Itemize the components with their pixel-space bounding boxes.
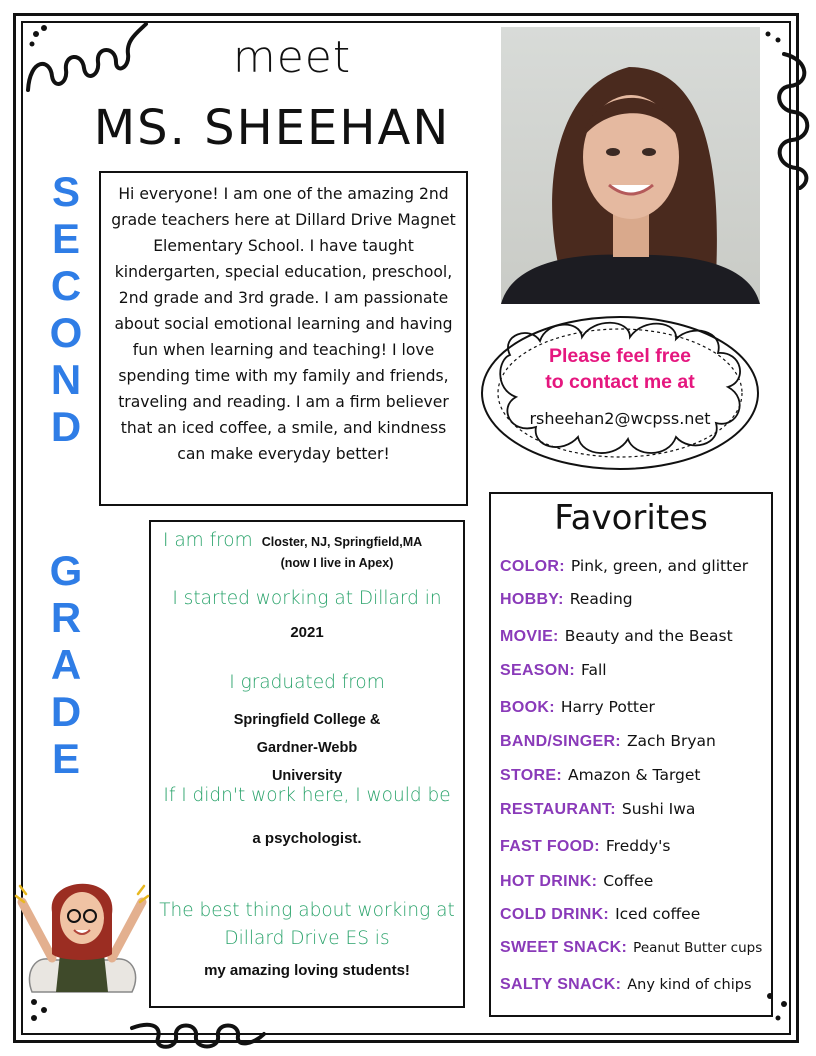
favorite-label: SWEET SNACK: — [500, 939, 628, 956]
bio-text: Hi everyone! I am one of the amazing 2nd grade teachers here at Dillard Drive Magnet Elementary School. I have taught kindergarten, special education, preschool, 2nd grade and 3rd grade. I am passionate about social emotional learning and having fun when learning and teaching! I love spending time with my family and friends, traveling and reading. I am a firm believer that an iced coffee, a smile, and kindness can make everyday better! — [111, 185, 456, 463]
swirl-doodle-right — [770, 50, 816, 190]
favorite-row-hobby — [500, 589, 772, 609]
graduated-value-3: University — [271, 768, 343, 784]
favorite-row-fast-food — [500, 836, 772, 856]
letter: R — [50, 594, 82, 641]
from-note: (now I live in Apex) — [280, 556, 394, 570]
graduated-value-1: Springfield College & — [233, 712, 381, 728]
favorite-label: HOBBY: — [500, 591, 564, 608]
favorite-label: FAST FOOD: — [500, 838, 600, 855]
favorite-row-book — [500, 697, 772, 717]
favorite-value: Coffee — [603, 872, 654, 890]
from-row — [163, 530, 463, 551]
favorite-label: SEASON: — [500, 662, 575, 679]
swirl-doodle-top-left — [20, 18, 150, 98]
letter: D — [50, 688, 82, 735]
started-value: 2021 — [290, 624, 324, 641]
favorite-row-movie — [500, 626, 772, 646]
swirl-doodle-bottom — [128, 1008, 268, 1052]
letter: N — [50, 356, 82, 403]
favorite-row-band-singer — [500, 731, 772, 751]
letter: O — [49, 309, 83, 356]
favorite-label: MOVIE: — [500, 628, 559, 645]
favorite-row-season — [500, 660, 772, 680]
favorite-value: Sushi Iwa — [621, 800, 696, 818]
favorites-title: Favorites — [554, 498, 708, 538]
favorite-label: STORE: — [500, 767, 562, 784]
teacher-avatar — [12, 862, 152, 1002]
graduated-label: I graduated from — [229, 672, 385, 693]
favorite-value: Reading — [569, 590, 633, 608]
contact-line-2: to contact me at — [545, 371, 695, 393]
letter: C — [50, 262, 82, 309]
scalloped-bubble-shape — [470, 305, 770, 485]
contact-email[interactable]: rsheehan2@wcpss.net — [529, 409, 711, 428]
teacher-photo — [501, 27, 760, 304]
favorite-value: Beauty and the Beast — [564, 627, 733, 645]
meet-heading: meet — [232, 32, 352, 83]
favorite-value: Zach Bryan — [626, 732, 716, 750]
other-job-label: If I didn't work here, I would be — [163, 785, 451, 806]
favorite-value: Freddy's — [605, 837, 671, 855]
favorite-label: COLD DRINK: — [500, 906, 610, 923]
letter: D — [50, 403, 82, 450]
grade-vertical-word — [38, 547, 94, 782]
favorite-row-cold-drink — [500, 904, 772, 924]
favorite-value: Fall — [581, 661, 607, 679]
dots-top-right — [762, 28, 786, 52]
best-thing-label-2: Dillard Drive ES is — [224, 928, 390, 949]
bio-box — [99, 171, 468, 506]
from-label: I am from — [163, 530, 253, 551]
best-thing-label-1: The best thing about working at — [159, 900, 455, 921]
favorites-box — [489, 492, 773, 1017]
favorite-label: COLOR: — [500, 558, 565, 575]
favorite-row-restaurant — [500, 799, 772, 819]
teacher-name-heading: MS. SHEEHAN — [93, 100, 451, 156]
second-vertical-word — [38, 168, 94, 450]
letter: E — [51, 215, 80, 262]
contact-bubble — [470, 305, 770, 485]
favorite-row-sweet-snack — [500, 937, 772, 957]
contact-title — [470, 343, 770, 395]
favorite-row-store — [500, 765, 772, 785]
portrait-illustration — [501, 27, 760, 304]
letter: G — [49, 547, 83, 594]
favorite-row-color — [500, 556, 772, 576]
favorite-value: Peanut Butter cups — [633, 940, 763, 956]
favorite-label: RESTAURANT: — [500, 801, 616, 818]
favorite-value: Amazon & Target — [567, 766, 701, 784]
letter: E — [51, 735, 80, 782]
favorite-label: BOOK: — [500, 699, 555, 716]
about-me-box — [149, 520, 465, 1008]
from-value: Closter, NJ, Springfield,MA — [261, 535, 423, 549]
other-job-value: a psychologist. — [252, 830, 362, 847]
graduated-value-2: Gardner-Webb — [256, 740, 358, 756]
favorite-row-salty-snack — [500, 974, 772, 994]
favorite-value: Harry Potter — [560, 698, 655, 716]
favorite-row-hot-drink — [500, 871, 772, 891]
letter: A — [50, 641, 82, 688]
avatar-illustration — [12, 862, 152, 1002]
started-label: I started working at Dillard in — [172, 588, 442, 609]
favorite-value: Pink, green, and glitter — [570, 557, 749, 575]
favorite-value: Iced coffee — [615, 905, 701, 923]
best-thing-value: my amazing loving students! — [204, 962, 410, 979]
favorite-label: SALTY SNACK: — [500, 976, 622, 993]
letter: S — [51, 168, 80, 215]
favorite-label: HOT DRINK: — [500, 873, 598, 890]
favorite-value: Any kind of chips — [627, 977, 752, 993]
contact-line-1: Please feel free — [548, 345, 691, 367]
favorite-label: BAND/SINGER: — [500, 733, 621, 750]
